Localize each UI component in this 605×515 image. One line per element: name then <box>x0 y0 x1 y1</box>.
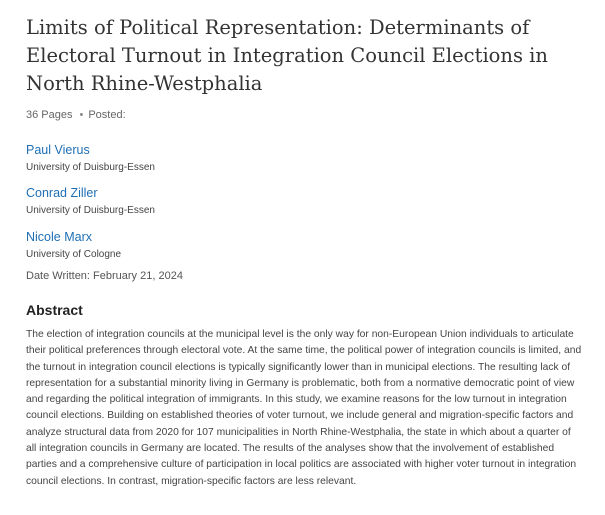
author-link-nicole-marx[interactable]: Nicole Marx <box>26 230 92 244</box>
abstract-text: The election of integration councils at the municipal level is the only way for non-European Union individuals to articulate their political preferences through electoral vote. At the same time, the political power of integration councils is limited, and the turnout in integration council elections is typically significantly lower than in municipal elections. The resulting lack of representation for a substantial minority living in Germany is problematic, both from a normative democratic point of view and regarding the political integration of immigrants. In this study, we examine reasons for the low turnout in integration council elections. Building on established theories of voter turnout, we include general and migration-specific factors and analyze structural data from 2020 for 107 municipalities in North Rhine-Westphalia, the state in which about a quarter of all integration councils in Germany are located. The results of the analyses show that the involvement of established parties and a comprehensive culture of participation in local politics are associated with higher voter turnout in integration council elections. In contrast, migration-specific factors are less relevant. <box>26 329 582 487</box>
separator-dot: • <box>79 109 84 121</box>
posted-label: Posted: <box>88 109 126 121</box>
author-link-conrad-ziller[interactable]: Conrad Ziller <box>26 186 98 200</box>
paper-meta <box>26 109 126 121</box>
paper-title: Limits of Political Representation: Determinants of Electoral Turnout in Integration Council Elections in North Rhine-Westphalia <box>26 16 548 95</box>
page-count: 36 Pages <box>26 109 73 121</box>
author-affiliation: University of Duisburg-Essen <box>26 205 155 216</box>
date-written: Date Written: February 21, 2024 <box>26 270 183 282</box>
author-affiliation: University of Cologne <box>26 249 122 260</box>
author-link-paul-vierus[interactable]: Paul Vierus <box>26 143 90 157</box>
author-affiliation: University of Duisburg-Essen <box>26 162 155 173</box>
abstract-heading: Abstract <box>26 302 83 318</box>
